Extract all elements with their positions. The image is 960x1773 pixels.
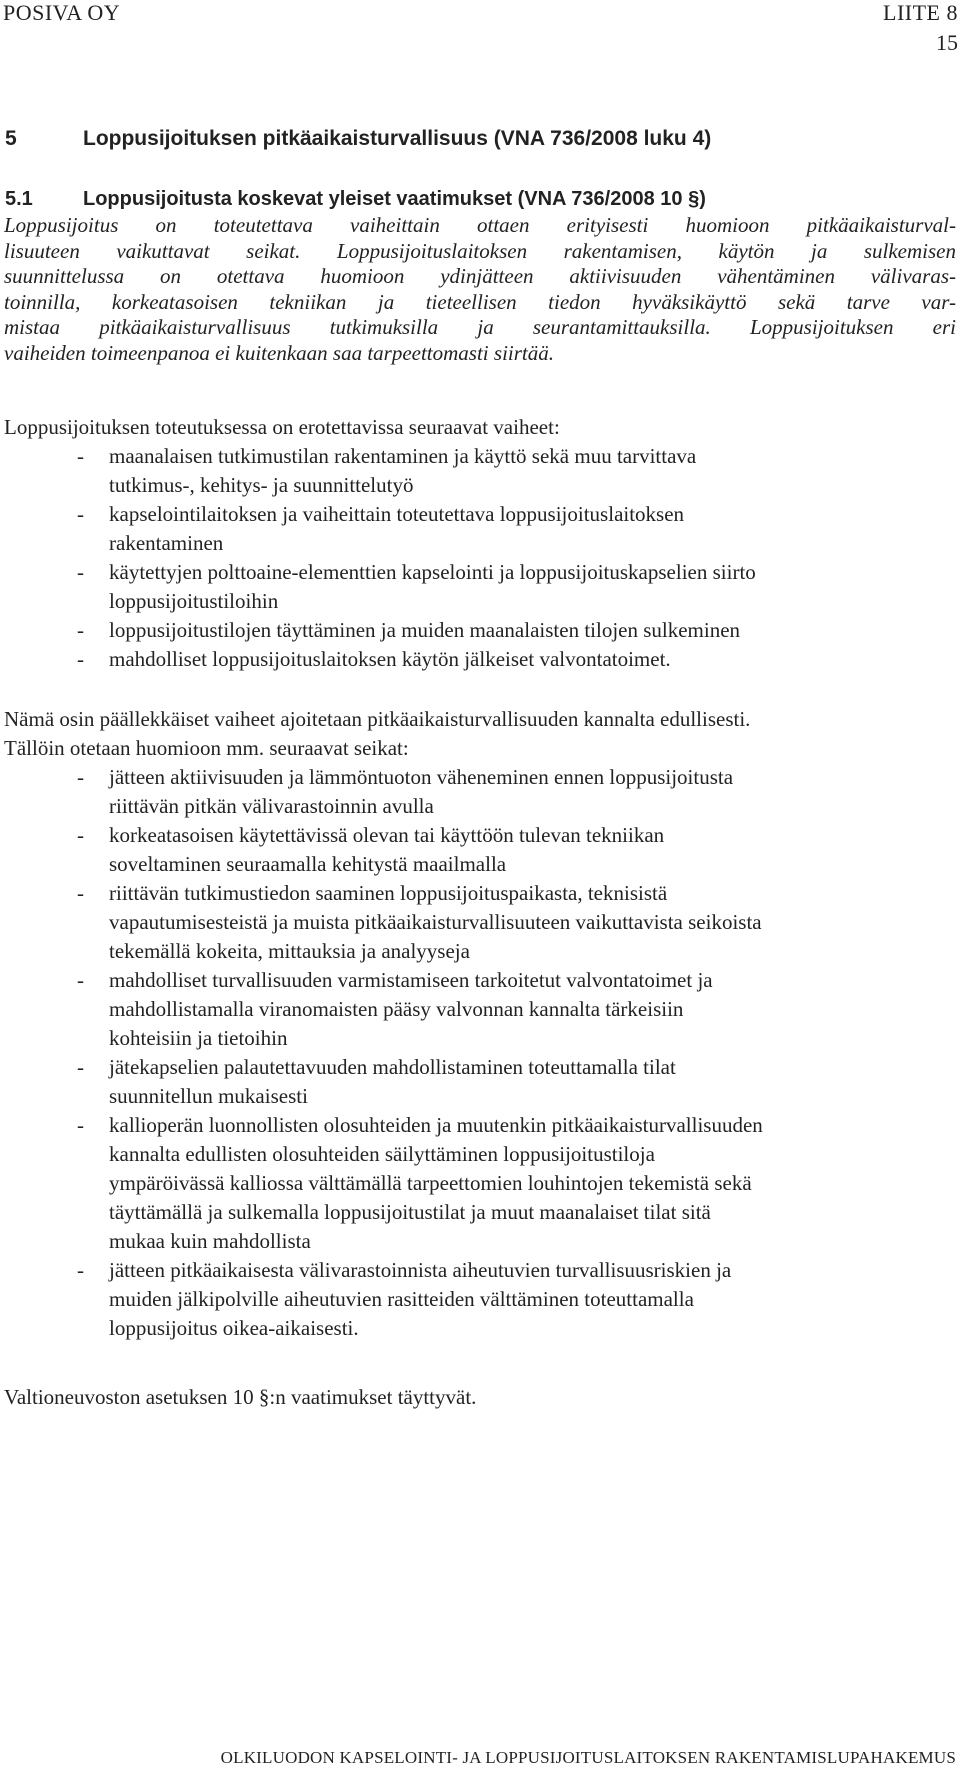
list-item-line: tekemällä kokeita, mittauksia ja analyyseja: [109, 939, 470, 963]
list-item: [4, 879, 956, 966]
list-item-line: täyttämällä ja sulkemalla loppusijoitustilat ja muut maanalaiset tilat sitä: [109, 1200, 711, 1224]
list-item: [4, 1111, 956, 1256]
list-item: [4, 645, 956, 674]
subsection-title: Loppusijoitusta koskevat yleiset vaatimukset (VNA 736/2008 10 §): [83, 188, 706, 210]
list-item: [4, 1256, 956, 1343]
dash-bullet: -: [77, 618, 84, 642]
page-number: 15: [936, 30, 958, 55]
dash-bullet: -: [77, 560, 84, 584]
intro-line: toinnilla, korkeatasoisen tekniikan ja tieteellisen tiedon hyväksikäyttö sekä tarve var-: [4, 289, 956, 314]
list-item-line: loppusijoitus oikea-aikaisesti.: [109, 1316, 359, 1340]
conclusion-text: Valtioneuvoston asetuksen 10 §:n vaatimukset täyttyvät.: [4, 1385, 477, 1409]
list-item-line: riittävän tutkimustiedon saaminen loppusijoituspaikasta, teknisistä: [109, 881, 668, 905]
matters-list: [4, 763, 956, 1343]
footer-title: OLKILUODON KAPSELOINTI- JA LOPPUSIJOITUSLAITOKSEN RAKENTAMISLUPAHAKEMUS: [220, 1748, 956, 1767]
list-item-line: soveltaminen seuraamalla kehitystä maailmalla: [109, 852, 507, 876]
list-item-line: mahdolliset turvallisuuden varmistamiseen tarkoitetut valvontatoimet ja: [109, 968, 713, 992]
list-item-line: korkeatasoisen käytettävissä olevan tai käyttöön tulevan tekniikan: [109, 823, 665, 847]
list-item: [4, 558, 956, 616]
list-item-line: mukaa kuin mahdollista: [109, 1229, 311, 1253]
dash-bullet: -: [77, 968, 84, 992]
dash-bullet: -: [77, 881, 84, 905]
list-item-line: mahdolliset loppusijoituslaitoksen käytön jälkeiset valvontatoimet.: [109, 647, 671, 671]
subsection-heading: [5, 186, 706, 212]
list-item-line: jätteen aktiivisuuden ja lämmöntuoton väheneminen ennen loppusijoitusta: [109, 765, 734, 789]
phases-section: [4, 413, 956, 674]
list-item-line: tutkimus-, kehitys- ja suunnittelutyö: [109, 473, 414, 497]
list-item-line: muiden jälkipolville aiheutuvien rasitteiden välttäminen toteuttamalla: [109, 1287, 694, 1311]
dash-bullet: -: [77, 444, 84, 468]
list-item: [4, 500, 956, 558]
list-item: [4, 1053, 956, 1111]
dash-bullet: -: [77, 502, 84, 526]
section-number: 5: [5, 127, 17, 150]
intro-line: suunnittelussa on otettava huomioon ydinjätteen aktiivisuuden vähentäminen välivaras-: [4, 264, 956, 288]
dash-bullet: -: [77, 823, 84, 847]
intro-line: vaiheiden toimeenpanoa ei kuitenkaan saa tarpeettomasti siirtää.: [4, 340, 554, 365]
list-item-line: rakentaminen: [109, 531, 224, 555]
dash-bullet: -: [77, 647, 84, 671]
list-item-line: riittävän pitkän välivarastoinnin avulla: [109, 794, 434, 818]
intro-line: mistaa pitkäaikaisturvallisuus tutkimuksilla ja seurantamittauksilla. Loppusijoituksen eri: [4, 315, 956, 339]
list-item-line: kallioperän luonnollisten olosuhteiden ja muutenkin pitkäaikaisturvallisuuden: [109, 1113, 763, 1137]
dash-bullet: -: [77, 1113, 84, 1137]
matters-section: [4, 705, 956, 1343]
phases-lead: Loppusijoituksen toteutuksessa on erotettavissa seuraavat vaiheet:: [4, 415, 560, 439]
list-item-line: kapselointilaitoksen ja vaiheittain toteutettava loppusijoituslaitoksen: [109, 502, 685, 526]
list-item-line: mahdollistamalla viranomaisten pääsy valvonnan kannalta tärkeisiin: [109, 997, 684, 1021]
section-title: Loppusijoituksen pitkäaikaisturvallisuus (VNA 736/2008 luku 4): [83, 127, 712, 150]
conclusion-paragraph: [4, 1383, 956, 1412]
list-item-line: jätteen pitkäaikaisesta välivarastoinnista aiheutuvien turvallisuusriskien ja: [109, 1258, 732, 1282]
phases-list: [4, 442, 956, 674]
list-item-line: suunnitellun mukaisesti: [109, 1084, 308, 1108]
list-item-line: jätekapselien palautettavuuden mahdollistaminen toteuttamalla tilat: [109, 1055, 676, 1079]
list-item-line: kannalta edullisten olosuhteiden säilyttäminen loppusijoitustiloja: [109, 1142, 655, 1166]
list-item-line: ympäröivässä kalliossa välttämällä tarpeettomien louhintojen tekemistä sekä: [109, 1171, 752, 1195]
dash-bullet: -: [77, 765, 84, 789]
section-heading: [5, 126, 711, 152]
intro-paragraph: [4, 213, 956, 366]
dash-bullet: -: [77, 1258, 84, 1282]
intro-line: lisuuteen vaikuttavat seikat. Loppusijoituslaitoksen rakentamisen, käytön ja sulkemisen: [4, 238, 956, 263]
list-item-line: käytettyjen polttoaine-elementtien kapselointi ja loppusijoituskapselien siirto: [109, 560, 756, 584]
header-company: POSIVA OY: [3, 0, 121, 25]
list-item: [4, 442, 956, 500]
list-item: [4, 763, 956, 821]
header-appendix: LIITE 8: [883, 0, 958, 25]
list-item-line: loppusijoitustiloihin: [109, 589, 279, 613]
matters-lead-line: Nämä osin päällekkäiset vaiheet ajoitetaan pitkäaikaisturvallisuuden kannalta edullisesti.: [4, 707, 751, 731]
list-item-line: vapautumisesteistä ja muista pitkäaikaisturvallisuuteen vaikuttavista seikoista: [109, 910, 762, 934]
list-item-line: loppusijoitustilojen täyttäminen ja muiden maanalaisten tilojen sulkeminen: [109, 618, 741, 642]
list-item: [4, 821, 956, 879]
dash-bullet: -: [77, 1055, 84, 1079]
matters-lead-line: Tällöin otetaan huomioon mm. seuraavat seikat:: [4, 736, 409, 760]
list-item-line: kohteisiin ja tietoihin: [109, 1026, 288, 1050]
subsection-number: 5.1: [5, 188, 33, 210]
list-item: [4, 616, 956, 645]
intro-line: Loppusijoitus on toteutettava vaiheittain ottaen erityisesti huomioon pitkäaikaisturval-: [4, 213, 956, 237]
list-item-line: maanalaisen tutkimustilan rakentaminen ja käyttö sekä muu tarvittava: [109, 444, 697, 468]
list-item: [4, 966, 956, 1053]
